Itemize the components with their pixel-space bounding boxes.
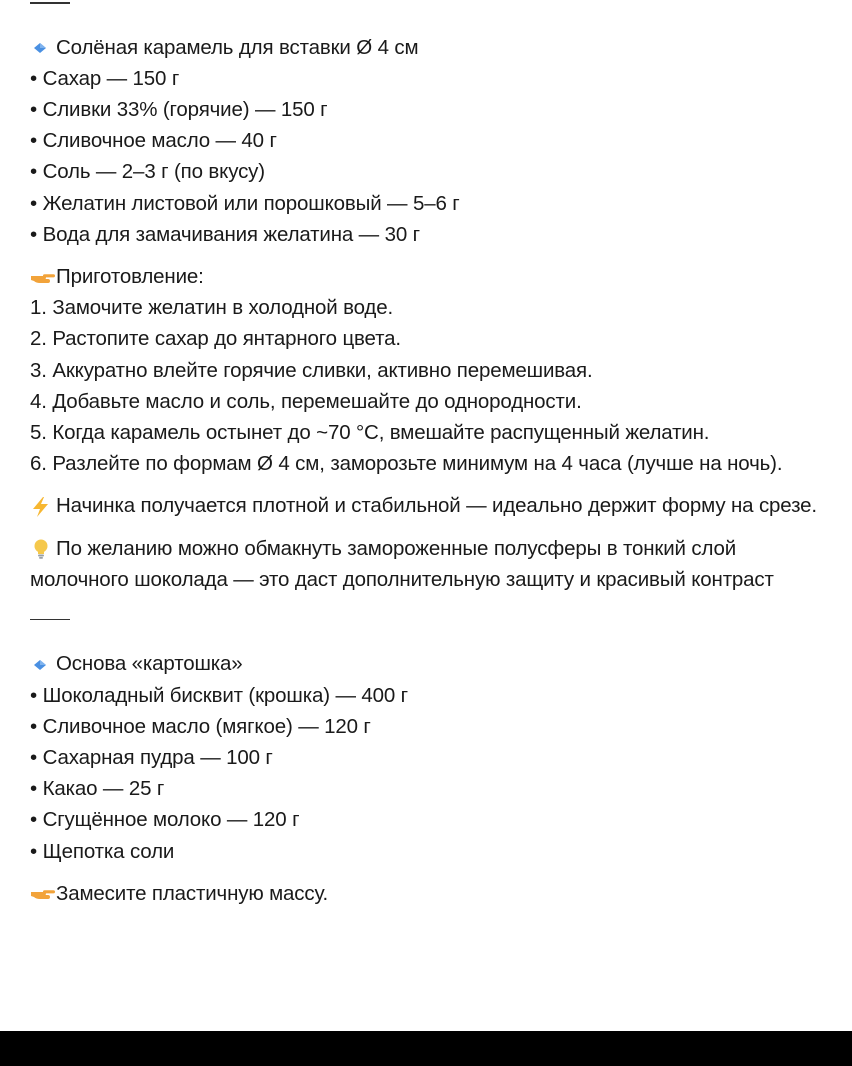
note-bulb: По желанию можно обмакнуть замороженные полусферы в тонкий слой молочного шоколада — это даст дополнительную защиту и красивый контраст: [30, 536, 774, 591]
ingredient-item: • Сливочное масло (мягкое) — 120 г: [30, 714, 371, 738]
lightning-icon: [30, 496, 56, 518]
pointing-hand-icon: [30, 267, 56, 289]
ingredient-item: • Щепотка соли: [30, 839, 175, 863]
ingredient-item: • Сахарная пудра — 100 г: [30, 746, 273, 770]
method-title: Приготовление:: [30, 261, 838, 292]
step-item: 1. Замочите желатин в холодной воде.: [30, 296, 394, 320]
ingredient-item: • Какао — 25 г: [30, 777, 165, 801]
note-lightning: Начинка получается плотной и стабильной — идеально держит форму на срезе.: [30, 490, 830, 521]
small-blue-diamond-icon: [30, 37, 56, 59]
pointing-hand-icon: [30, 883, 56, 905]
divider: [30, 2, 70, 4]
bottom-bar: [0, 1031, 852, 1066]
ingredient-item: • Сливочное масло — 40 г: [30, 129, 277, 153]
step-item: 2. Растопите сахар до янтарного цвета.: [30, 327, 401, 351]
divider: [30, 619, 70, 621]
section-title: Основа «картошка»: [30, 648, 838, 679]
ingredient-item: • Желатин листовой или порошковый — 5–6 г: [30, 191, 460, 215]
ingredient-item: • Сливки 33% (горячие) — 150 г: [30, 97, 328, 121]
ingredient-item: • Шоколадный бисквит (крошка) — 400 г: [30, 683, 408, 707]
ingredient-item: • Соль — 2–3 г (по вкусу): [30, 160, 265, 184]
ingredient-item: • Сахар — 150 г: [30, 66, 180, 90]
message-body: [30, 0, 838, 909]
method-text: Замесите пластичную массу.: [30, 878, 838, 909]
ingredient-item: • Вода для замачивания желатина — 30 г: [30, 222, 420, 246]
step-item: 5. Когда карамель остынет до ~70 °С, вмешайте распущенный желатин.: [30, 420, 710, 444]
light-bulb-icon: [30, 538, 56, 560]
step-item: 6. Разлейте по формам Ø 4 см, заморозьте минимум на 4 часа (лучше на ночь).: [30, 452, 783, 476]
ingredient-item: • Сгущённое молоко — 120 г: [30, 808, 300, 832]
step-item: 3. Аккуратно влейте горячие сливки, активно перемешивая.: [30, 358, 593, 382]
section-title: Солёная карамель для вставки Ø 4 см: [30, 32, 838, 63]
step-item: 4. Добавьте масло и соль, перемешайте до однородности.: [30, 389, 582, 413]
small-blue-diamond-icon: [30, 654, 56, 676]
